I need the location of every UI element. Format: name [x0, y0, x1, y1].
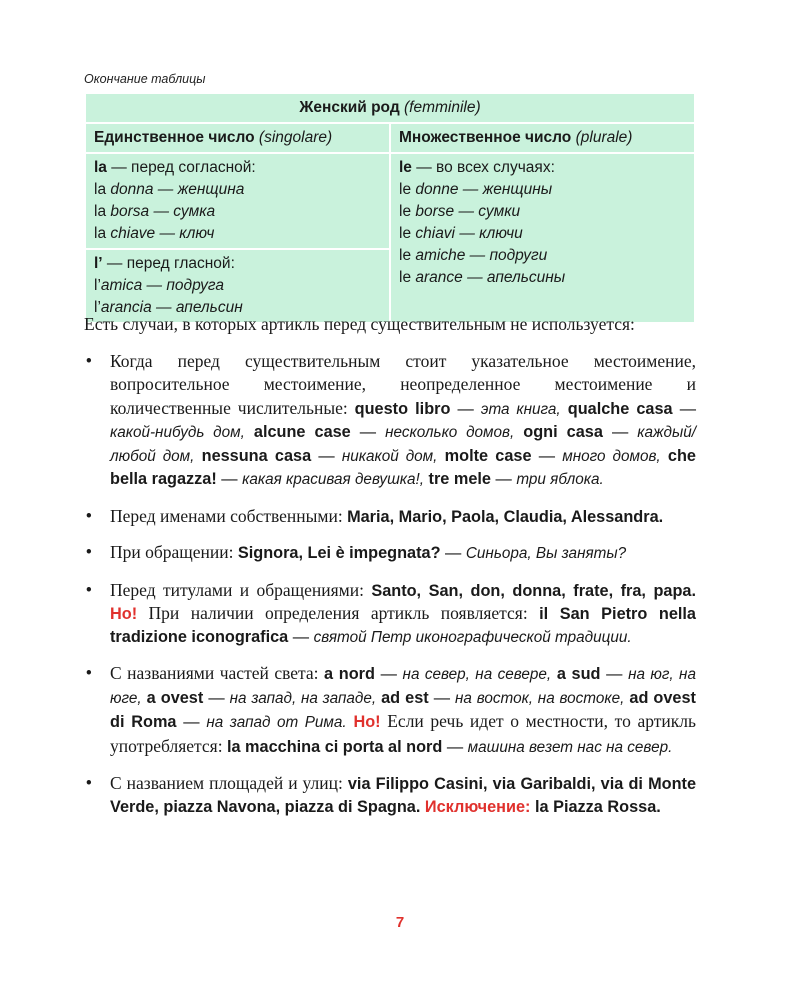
rule-segment: При обращении:: [110, 542, 238, 562]
example-line: [399, 223, 686, 245]
article: la: [94, 159, 107, 176]
rule-segment: эта книга,: [480, 400, 561, 418]
rule-segment: —: [450, 399, 481, 418]
rule-segment: a nord: [324, 665, 375, 683]
rule-segment: много домов,: [562, 447, 661, 465]
word: donna: [110, 181, 154, 198]
rule-segment: —: [442, 737, 468, 756]
rule-segment: —: [440, 544, 466, 562]
rule-text: — перед гласной:: [102, 255, 235, 272]
rule-segment: на север, на севере,: [402, 666, 552, 683]
word: borse: [415, 203, 455, 220]
rule-segment: Если речь идет о местности, то артикль употребляется:: [110, 711, 696, 756]
rule-segment: —: [203, 688, 230, 707]
rule-segment: Santo, San, don, donna, frate, fra, papa.: [371, 581, 697, 600]
rule-segment: какой-нибудь дом,: [110, 424, 245, 441]
rule-segment: —: [531, 446, 563, 465]
body-text: [84, 313, 696, 831]
col-singular-header: [85, 123, 390, 153]
rule-segment: С названием площадей и улиц:: [110, 773, 348, 793]
translation: — подруга: [142, 277, 225, 294]
rule-line: [94, 157, 381, 179]
intro-paragraph: Есть случаи, в которых артикль перед существительным не используется:: [84, 314, 635, 334]
col1-italic: (singolare): [258, 129, 333, 146]
example-line: [94, 275, 381, 297]
word: chiave: [110, 225, 156, 242]
rule-segment: Исключение:: [424, 797, 531, 816]
translation: — женщина: [153, 181, 245, 198]
rule-item: [84, 505, 696, 529]
rule-item: [84, 541, 696, 566]
article: le: [399, 225, 416, 242]
rule-segment: Синьора, Вы заняты?: [465, 545, 627, 562]
articles-table: [84, 92, 696, 324]
word: amica: [100, 277, 143, 294]
word: amiche: [415, 247, 466, 264]
rule-item: [84, 662, 696, 759]
rule-segment: Maria, Mario, Paola, Claudia, Alessandra.: [347, 507, 664, 526]
rule-segment: —: [602, 423, 638, 441]
rule-segment: il San Pietro nella tradizione iconografica: [110, 605, 696, 646]
rule-item: [84, 579, 696, 650]
translation: — ключ: [155, 225, 215, 242]
rule-segment: Перед именами собственными:: [110, 505, 348, 526]
rule-segment: на восток, на востоке,: [455, 689, 625, 707]
rule-line: [94, 253, 381, 275]
translation: — апельсин: [151, 299, 243, 316]
rule-segment: Но!: [353, 713, 381, 731]
table-continuation-caption: Окончание таблицы: [84, 72, 206, 86]
rule-segment: каждый/любой дом,: [110, 424, 697, 465]
example-line: [399, 179, 686, 201]
article: le: [399, 203, 416, 220]
rule-segment: Перед титулами и обращениями:: [110, 579, 372, 600]
rule-segment: —: [490, 470, 517, 488]
rule-segment: alcune case: [244, 423, 351, 441]
rule-text: — перед согласной:: [106, 159, 256, 176]
rule-text: — во всех случаях:: [411, 159, 555, 176]
rule-segment: святой Петр иконографической традиции.: [313, 628, 632, 646]
col-plural-header: [390, 123, 695, 153]
rule-segment: la macchina ci porta al nord: [226, 737, 443, 756]
rules-list: [84, 350, 696, 819]
cell-l-apostrophe: [85, 249, 390, 323]
article: la: [94, 181, 111, 198]
translation: — апельсины: [462, 269, 566, 286]
example-line: [94, 201, 381, 223]
rule-segment: —: [350, 423, 386, 441]
word: arancia: [100, 299, 152, 316]
rule-item: [84, 772, 696, 818]
rule-segment: questo libro: [354, 399, 451, 418]
article: le: [399, 181, 416, 198]
col2-bold: Множественное число: [399, 129, 572, 146]
rule-segment: какая красивая девушка!,: [242, 471, 424, 488]
translation: — женщины: [458, 181, 553, 198]
rule-segment: molte case: [437, 446, 532, 465]
col1-bold: Единственное число: [94, 129, 255, 146]
rule-segment: С названиями частей света:: [110, 663, 325, 683]
example-line: [399, 267, 686, 289]
rule-segment: —: [288, 627, 314, 646]
example-line: [94, 179, 381, 201]
rule-segment: ad est: [376, 688, 429, 707]
article: l’: [94, 255, 103, 272]
rule-segment: tre mele: [424, 470, 491, 488]
translation: — ключи: [455, 225, 523, 242]
rule-segment: —: [216, 470, 243, 488]
rule-segment: на юг, на юге,: [110, 666, 696, 707]
word: donne: [415, 181, 459, 198]
rule-segment: nessuna casa: [194, 446, 312, 465]
word: chiavi: [415, 225, 456, 242]
header-bold: Женский род: [299, 99, 400, 116]
article: la: [94, 225, 111, 242]
rule-segment: —: [311, 446, 342, 465]
word: arance: [415, 269, 463, 286]
translation: — сумка: [149, 203, 216, 220]
rule-segment: via Filippo Casini, via Garibaldi, via di Monte Verde, piazza Navona, piazza di Spagna.: [110, 775, 697, 816]
rule-segment: —: [176, 713, 207, 731]
rule-segment: на запад, на западе,: [229, 689, 377, 707]
translation: — сумки: [454, 203, 521, 220]
rule-segment: машина везет нас на север.: [467, 738, 673, 756]
rule-segment: —: [672, 399, 696, 418]
article: le: [399, 159, 412, 176]
rule-segment: che bella ragazza!: [110, 446, 696, 488]
col2-italic: (plurale): [575, 129, 633, 146]
page-number: 7: [395, 914, 405, 931]
rule-segment: Signora, Lei è impegnata?: [237, 544, 441, 562]
rule-segment: a ovest: [141, 688, 204, 707]
example-line: [94, 223, 381, 245]
article: la: [94, 203, 111, 220]
rule-segment: Но!: [110, 605, 138, 623]
cell-le: [390, 153, 695, 323]
article: l’: [94, 299, 101, 316]
example-line: [399, 245, 686, 267]
rule-segment: la Piazza Rossa.: [530, 797, 661, 816]
rule-segment: три яблока.: [516, 471, 604, 488]
translation: — подруги: [465, 247, 548, 264]
article: le: [399, 269, 416, 286]
rule-segment: a sud: [551, 665, 601, 683]
header-italic: (femminile): [403, 99, 481, 116]
rule-segment: на запад от Рима.: [206, 714, 347, 731]
rule-segment: qualche casa: [560, 399, 673, 418]
article: le: [399, 247, 416, 264]
cell-la: [85, 153, 390, 249]
rule-segment: При наличии определения артикль появляется:: [137, 603, 540, 623]
rule-segment: —: [428, 688, 456, 707]
rule-line: [399, 157, 686, 179]
rule-segment: никакой дом,: [341, 447, 438, 465]
word: borsa: [110, 203, 150, 220]
rule-segment: Когда перед существительным стоит указательное местоимение, вопросительное местоимение, неопределенное местоимение и количественные числительные:: [110, 350, 696, 418]
rule-segment: ogni casa: [514, 423, 603, 441]
rule-item: [84, 350, 696, 492]
rule-segment: несколько домов,: [385, 424, 515, 441]
article: l’: [94, 277, 101, 294]
rule-segment: —: [374, 665, 403, 683]
rule-segment: ad ovest di Roma: [110, 688, 696, 731]
rule-segment: —: [600, 665, 629, 683]
table-header: [85, 93, 695, 123]
example-line: [399, 201, 686, 223]
